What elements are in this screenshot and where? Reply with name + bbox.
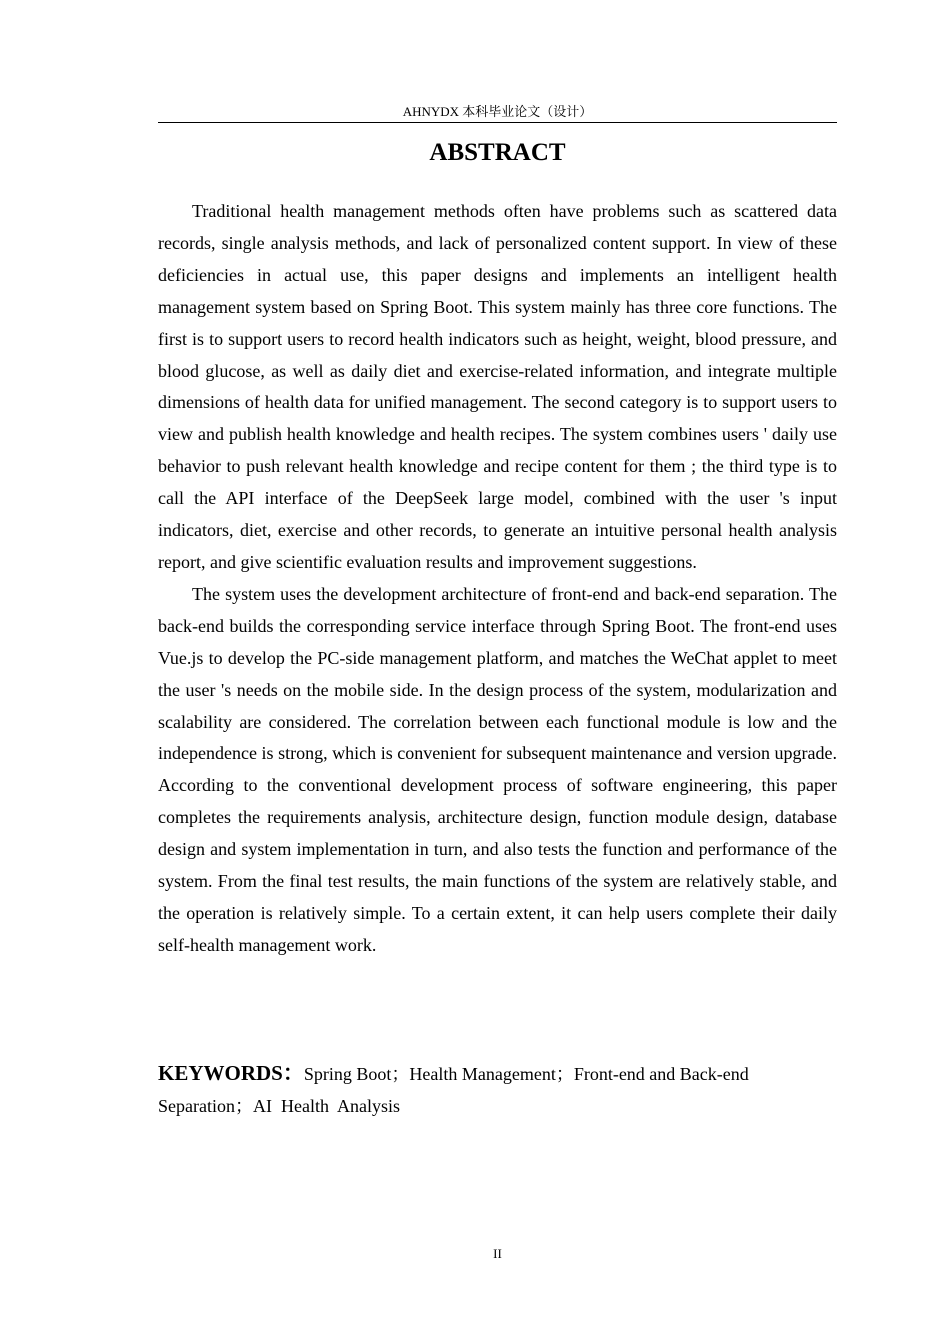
keywords-text: Spring Boot；Health Management；Front-end and Back-end Separation；AI Health Analysis — [158, 1064, 754, 1116]
keywords-label: KEYWORDS： — [158, 1061, 304, 1085]
abstract-paragraph-2: The system uses the development architecture of front-end and back-end separation. The back-end builds the corresponding service interface through Spring Boot. The front-end uses Vue.js to develop the PC-side management platform, and matches the WeChat applet to meet the user 's needs on the mobile side. In the design process of the system, modularization and scalability are considered. The correlation between each functional module is low and the independence is strong, which is convenient for subsequent maintenance and version upgrade. According to the conventional development process of software engineering, this paper completes the requirements analysis, architecture design, function module design, database design and system implementation in turn, and also tests the function and performance of the system. From the final test results, the main functions of the system are relatively stable, and the operation is relatively simple. To a certain extent, it can help users complete their daily self-health management work. — [158, 583, 837, 955]
page-number: II — [493, 1246, 502, 1261]
running-header: AHNYDX 本科毕业论文（设计） — [402, 104, 593, 119]
abstract-title: ABSTRACT — [429, 139, 566, 166]
abstract-paragraph-1: Traditional health management methods often have problems such as scattered data records, single analysis methods, and lack of personalized content support. In view of these deficiencies in actual use, this paper designs and implements an intelligent health management system based on Spring Boot. This system mainly has three core functions. The first is to support users to record health indicators such as height, weight, blood pressure, and blood glucose, as well as daily diet and exercise-related information, and integrate multiple dimensions of health data for unified management. The second category is to support users to view and publish health knowledge and health recipes. The system combines users ' daily use behavior to push relevant health knowledge and recipe content for them ; the third type is to call the API interface of the DeepSeek large model, combined with the user 's input indicators, diet, exercise and other records, to generate an intuitive personal health analysis report, and give scientific evaluation results and improvement suggestions. — [158, 201, 837, 572]
header-rule — [158, 122, 837, 123]
abstract-body — [158, 196, 837, 962]
keywords-section — [158, 1057, 798, 1122]
